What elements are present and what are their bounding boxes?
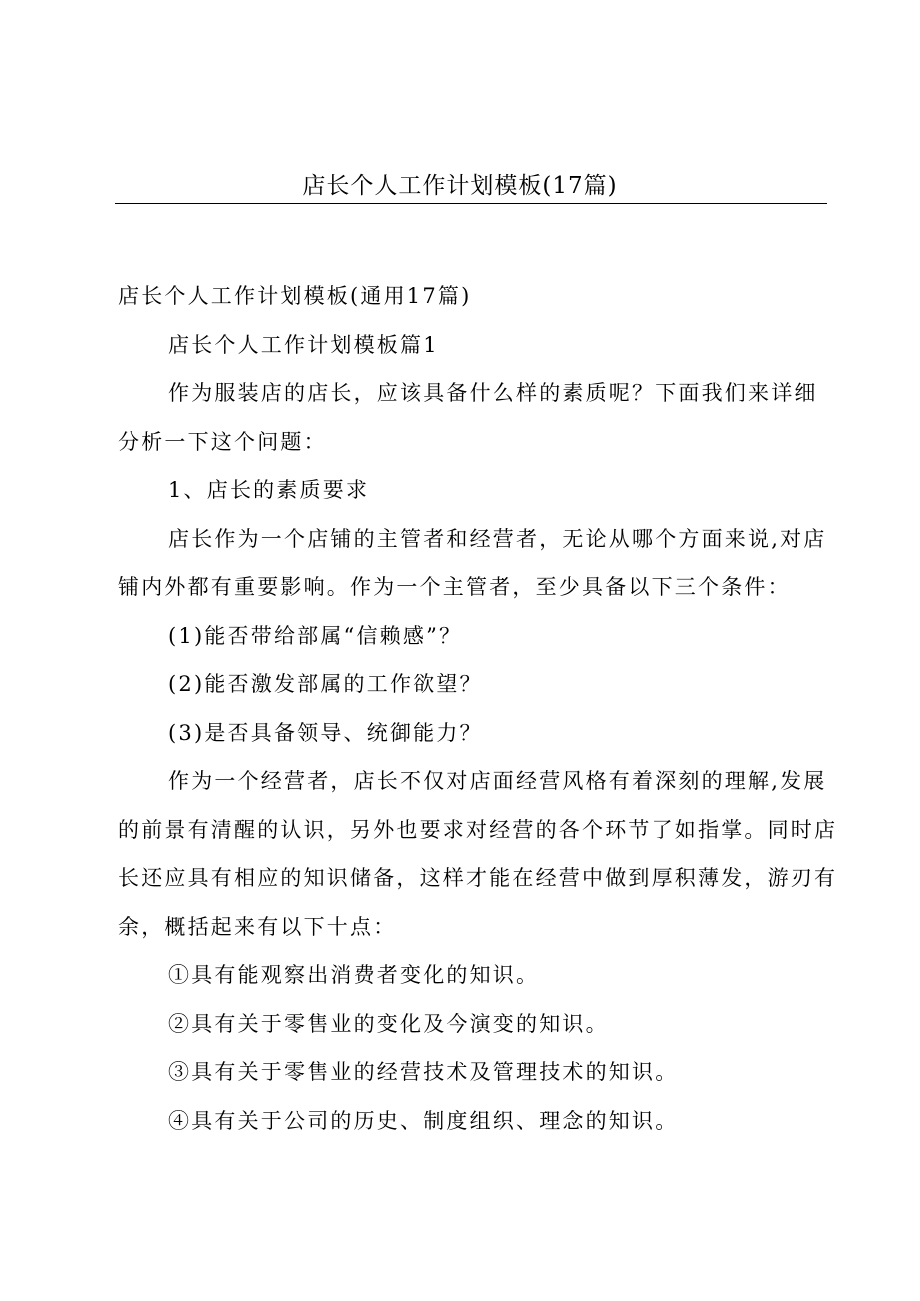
paragraph-line: 余，概括起来有以下十点： <box>118 914 397 939</box>
knowledge-point: ②具有关于零售业的变化及今演变的知识。 <box>168 1011 609 1036</box>
section-heading: 1、店长的素质要求 <box>168 478 370 502</box>
paragraph-line: 店长作为一个店铺的主管者和经营者，无论从哪个方面来说,对店 <box>168 526 827 551</box>
paragraph-line: 的前景有清醒的认识，另外也要求对经营的各个环节了如指掌。同时店 <box>118 817 838 842</box>
paragraph-line: 作为一个经营者，店长不仅对店面经营风格有着深刻的理解,发展 <box>168 769 827 793</box>
title-underline <box>115 203 827 204</box>
paragraph-line: 铺内外都有重要影响。作为一个主管者，至少具备以下三个条件： <box>118 575 791 599</box>
chapter-heading: 店长个人工作计划模板篇1 <box>168 332 439 357</box>
document-title: 店长个人工作计划模板(17篇) <box>302 173 618 199</box>
condition-item: (1)能否带给部属“信赖感”？ <box>168 623 463 648</box>
knowledge-point: ③具有关于零售业的经营技术及管理技术的知识。 <box>168 1060 679 1084</box>
paragraph-line: 长还应具有相应的知识储备，这样才能在经营中做到厚积薄发，游刃有 <box>118 866 838 890</box>
paragraph-line: 作为服装店的店长，应该具备什么样的素质呢？下面我们来详细 <box>168 381 818 405</box>
knowledge-point: ①具有能观察出消费者变化的知识。 <box>168 963 540 987</box>
document-body <box>118 272 838 1145</box>
condition-item: (3)是否具备领导、统御能力？ <box>168 720 483 745</box>
paragraph-operator-role <box>118 757 838 951</box>
knowledge-point: ④具有关于公司的历史、制度组织、理念的知识。 <box>168 1108 679 1133</box>
paragraph-manager-role <box>118 515 830 612</box>
document-subtitle: 店长个人工作计划模板(通用17篇) <box>118 284 472 308</box>
paragraph-line: 分析一下这个问题： <box>118 429 327 454</box>
condition-item: (2)能否激发部属的工作欲望？ <box>168 672 483 696</box>
paragraph-intro <box>118 369 830 466</box>
